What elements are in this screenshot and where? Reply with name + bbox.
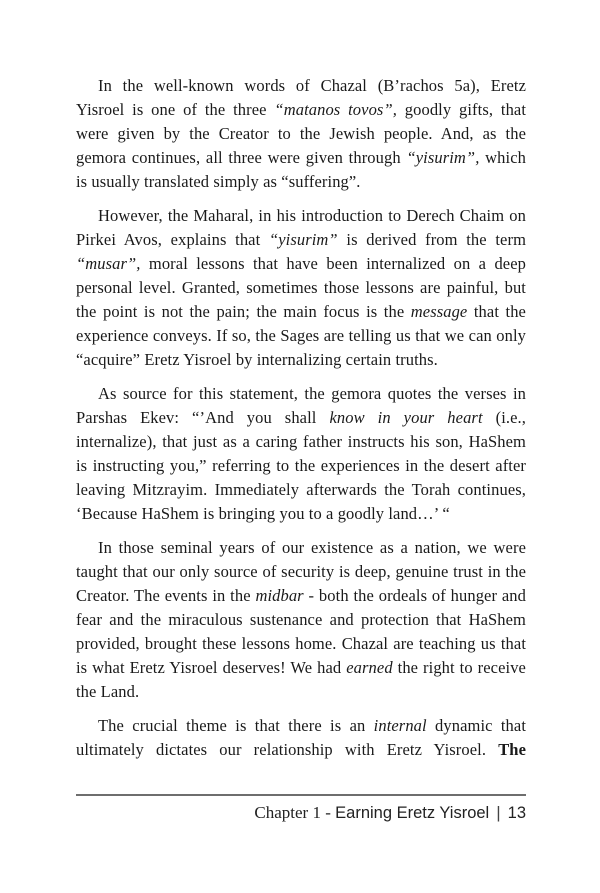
text-run: “matanos tovos”, — [274, 100, 397, 119]
text-run: moral lessons that have been internalized on a deep personal level. Granted, sometimes those lessons are painful, but the point is not the pain; the main focus is the — [76, 254, 526, 321]
text-run: As source for this statement, the gemora quotes the verses in Parshas Ekev: “’And you shall — [76, 384, 526, 427]
text-run: earned — [346, 658, 393, 677]
text-run: know in your heart — [329, 408, 483, 427]
chapter-title: Earning Eretz Yisroel — [335, 804, 490, 822]
body-text — [76, 74, 526, 772]
text-run: “yisurim” — [268, 230, 338, 249]
text-run: In the well-known words of Chazal (B’rachos 5a), Eretz Yisroel is one of the three — [76, 76, 526, 119]
text-run: is derived from the term — [337, 230, 527, 249]
text-run: message — [410, 302, 468, 321]
paragraph-5 — [76, 714, 526, 762]
text-run: (i.e., internalize), that just as a caring father instructs his son, HaShem is instructing you,” referring to the experiences in the desert after leaving Mitzrayim. Immediately afterwards the Torah continues, ‘Because HaShem is bringing you to a goodly land…’ “ — [76, 408, 526, 523]
text-run: that the experience conveys. If so, the Sages are telling us that we can only “acquire” Eretz Yisroel by internalizing certain truths. — [76, 302, 526, 369]
text-run: the right to receive the Land. — [76, 658, 526, 701]
text-run: internal — [373, 716, 427, 735]
text-run: “yisurim”, — [406, 148, 480, 167]
text-run: The — [498, 740, 526, 759]
paragraph-1 — [76, 74, 526, 194]
paragraph-4 — [76, 536, 526, 704]
text-run: dynamic that ultimately dictates our relationship with Eretz Yisroel. — [76, 716, 527, 759]
text-run: In those seminal years of our existence as a nation, we were taught that our only source of security is deep, genuine trust in the Creator. The events in the — [76, 538, 526, 605]
text-run: - both the ordeals of hunger and fear and the miraculous sustenance and protection that HaShem provided, brought these lessons home. Chazal are teaching us that is what Eretz Yisroel deserves! We had — [76, 586, 526, 677]
footer-separator: | — [496, 803, 501, 822]
page-footer — [76, 794, 526, 823]
page-number: 13 — [507, 804, 526, 822]
text-run: goodly gifts, that were given by the Creator to the Jewish people. And, as the gemora continues, all three were given through — [76, 100, 527, 167]
paragraph-2 — [76, 204, 526, 372]
text-run: “musar”, — [76, 254, 141, 273]
chapter-label-prefix: Chapter 1 - — [254, 803, 336, 822]
text-run: The crucial theme is that there is an — [98, 716, 374, 735]
text-run: However, the Maharal, in his introduction to Derech Chaim on Pirkei Avos, explains that — [76, 206, 526, 249]
footer-text — [76, 803, 526, 823]
text-run: which is usually translated simply as “suffering”. — [76, 148, 526, 191]
text-run: midbar — [255, 586, 304, 605]
footer-rule — [76, 794, 526, 796]
paragraph-3 — [76, 382, 526, 526]
